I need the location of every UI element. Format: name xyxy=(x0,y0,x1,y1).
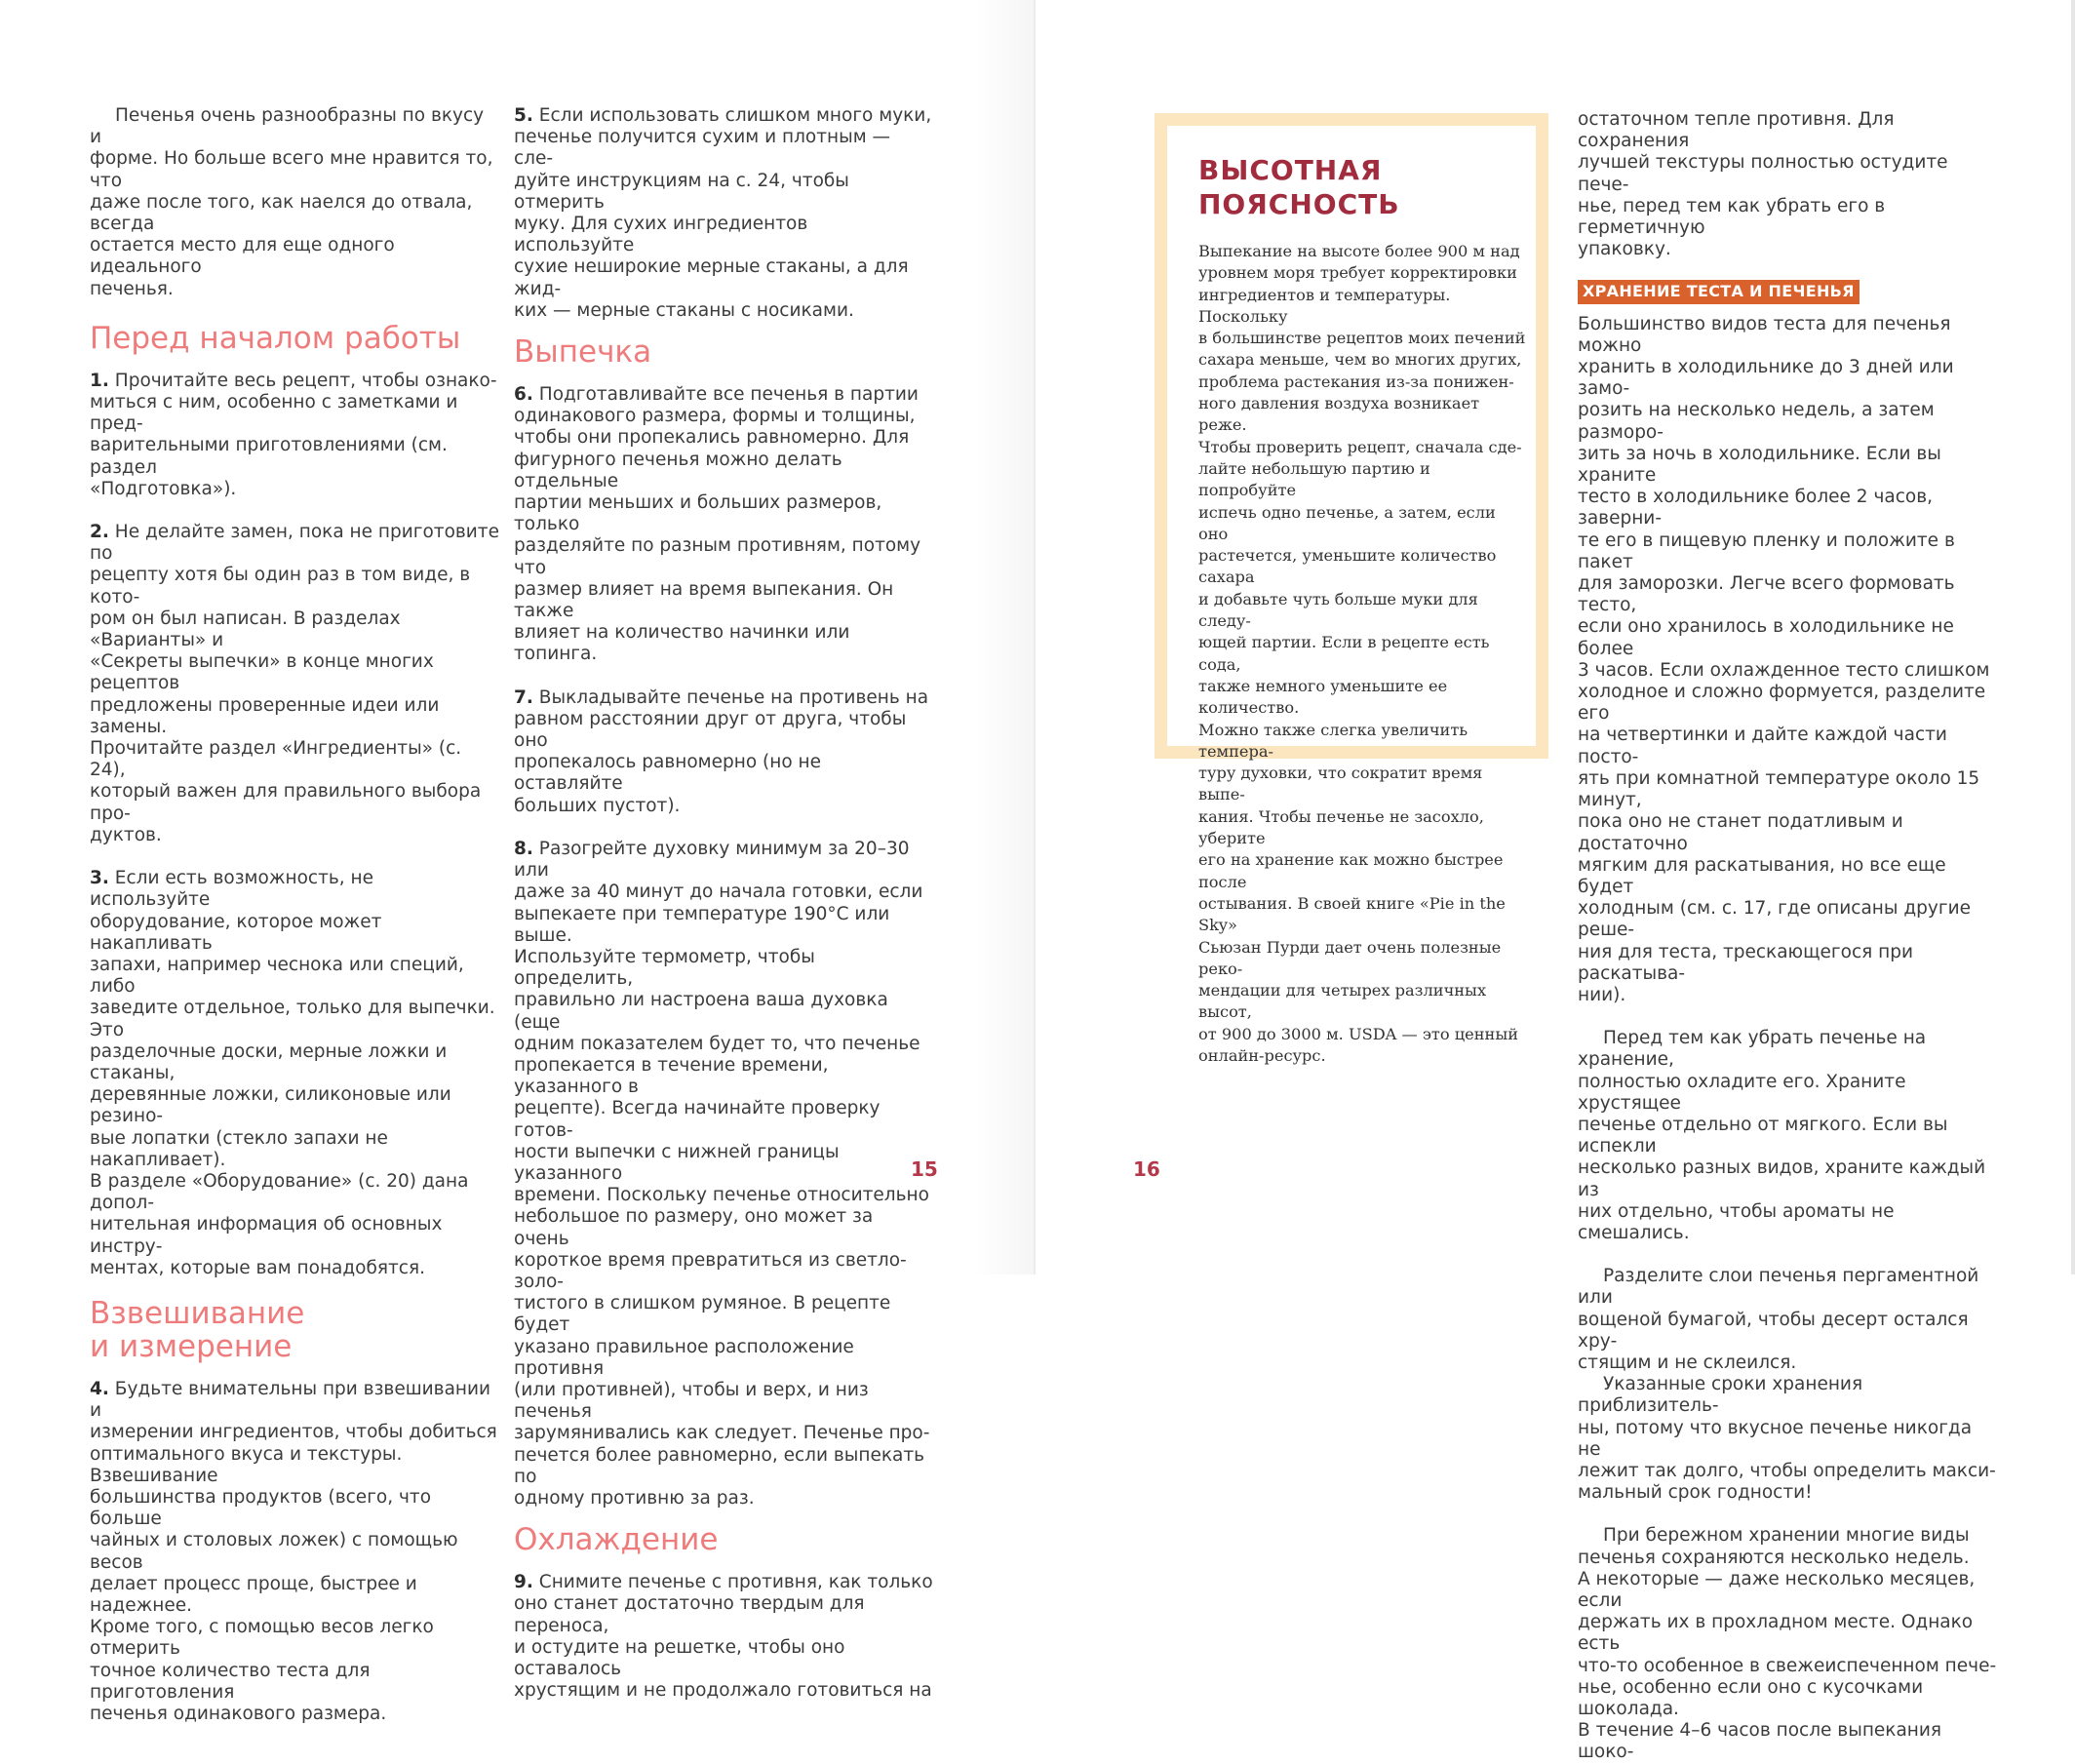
sidebar-title: ВЫСОТНАЯ ПОЯСНОСТЬ xyxy=(1198,154,1400,220)
spine-shadow xyxy=(975,0,1034,1274)
page-number-left: 15 xyxy=(911,1157,938,1181)
left-column-1 xyxy=(90,105,499,1746)
storage-paragraph-3: Разделите слои печенья пергаментной или вощеной бумагой, чтобы десерт остался хру- стящим и не склеился. xyxy=(1578,1266,1979,1373)
item-number: 5. xyxy=(514,105,533,126)
item-text: Подготавливайте все печенья в партии одинакового размера, формы и толщины, чтобы они пропекались равномерно. Для фигурного печенья можно делать отдельные партии меньших и больших размеров, только разделяйте по разным противням, потому что размер влияет на время выпекания. Он также влияет на количество начинки или топинга. xyxy=(514,384,921,665)
item-number: 2. xyxy=(90,522,109,543)
heading-baking: Выпечка xyxy=(514,334,652,371)
heading-cooling: Охлаждение xyxy=(514,1522,719,1558)
left-column-2 xyxy=(514,105,933,1702)
continuation-paragraph: остаточном тепле противня. Для сохранения лучшей текстуры полностью остудите пече- нье, перед тем как убрать его в герметичную упаковку. xyxy=(1578,109,1948,260)
page-edge xyxy=(2071,0,2075,1274)
list-item-1 xyxy=(90,371,499,500)
item-text: Будьте внимательны при взвешивании и измерении ингредиентов, чтобы добиться оптимального вкуса и текстуры. Взвешивание большинства продуктов (всего, что больше чайных и столовых ложек) с помощью весов делает процесс проще, быстрее и надежнее. Кроме того, с помощью весов легко отмерить точное количество теста для приготовления печенья одинакового размера. xyxy=(90,1378,497,1724)
item-number: 4. xyxy=(90,1378,109,1399)
heading-before-start: Перед началом работы xyxy=(90,320,461,356)
list-item-9 xyxy=(514,1572,933,1702)
item-text: Не делайте замен, пока не приготовите по рецепту хотя бы один раз в том виде, в кото- ром он был написан. В разделах «Варианты» и «Секреты выпечки» в конце многих рецептов предложены проверенные идеи или замены. Прочитайте раздел «Ингредиенты» (с. 24), который важен для правильного выбора про- дуктов. xyxy=(90,522,499,845)
list-item-5 xyxy=(514,105,933,322)
storage-tag: ХРАНЕНИЕ ТЕСТА И ПЕЧЕНЬЯ xyxy=(1578,280,1860,303)
item-number: 7. xyxy=(514,686,533,708)
item-text: Прочитайте весь рецепт, чтобы ознако- миться с ним, особенно с заметками и пред- варительными приготовлениями (см. раздел «Подготовка»). xyxy=(90,370,497,499)
left-page xyxy=(0,0,1034,1724)
item-text: Если есть возможность, не используйте оборудование, которое может накапливать запахи, например чеснока или специй, либо заведите отдельное, только для выпечки. Это разделочные доски, мерные ложки и стаканы, деревянные ложки, силиконовые или резино- вые лопатки (стекло запахи не накапливает). В разделе «Оборудование» (с. 20) дана допол- нительная информация об основных инстру- ментах, которые вам понадобятся. xyxy=(90,868,495,1278)
item-number: 1. xyxy=(90,370,109,391)
list-item-8 xyxy=(514,839,933,1509)
storage-heading-wrap xyxy=(1578,278,1997,313)
item-number: 3. xyxy=(90,868,109,889)
item-text: Выкладывайте печенье на противень на равном расстоянии друг от друга, чтобы оно пропекалось равномерно (но не оставляйте больших пустот). xyxy=(514,686,929,816)
storage-paragraph-2: Перед тем как убрать печенье на хранение, полностью охладите его. Храните хрустящее печенье отдельно от мягкого. Если вы испекли несколько разных видов, храните каждый из них отдельно, чтобы ароматы не смешались. xyxy=(1578,1028,1986,1243)
storage-paragraph-5: При бережном хранении многие виды печенья сохраняются несколько недель. А некоторые — даже несколько месяцев, если держать их в прохладном месте. Однако есть что-то особенное в свежеиспеченном пече- нье, особенно если оно с кусочками шоколада. В течение 4–6 часов после выпекания шоко- xyxy=(1578,1525,1997,1763)
item-number: 8. xyxy=(514,838,533,859)
altitude-sidebar xyxy=(1155,113,1548,1065)
item-number: 6. xyxy=(514,384,533,406)
list-item-2 xyxy=(90,522,499,846)
item-text: Если использовать слишком много муки, печенье получится сухим и плотным — сле- дуйте инструкциям на с. 24, чтобы отмерить муку. Для сухих ингредиентов используйте сухие неширокие мерные стаканы, а для жид- ких — мерные стаканы с носиками. xyxy=(514,105,932,321)
list-item-6 xyxy=(514,384,933,666)
list-item-7 xyxy=(514,687,933,817)
list-item-4 xyxy=(90,1379,499,1725)
storage-paragraph-4: Указанные сроки хранения приблизитель- ны, потому что вкусное печенье никогда не лежит так долго, чтобы определить макси- мальный срок годности! xyxy=(1578,1374,1996,1504)
list-item-3 xyxy=(90,868,499,1279)
right-column xyxy=(1578,109,1997,1764)
heading-weighing: Взвешивание и измерение xyxy=(90,1295,305,1364)
sidebar-body: Выпекание на высоте более 900 м над уровнем моря требует корректировки ингредиентов и температуры. Поскольку в большинстве рецептов моих печений сахара меньше, чем во многих других, проблема растекания из-за понижен- ного давления воздуха возникает реже. Чтобы проверить рецепт, сначала сде- лайте небольшую партию и попробуйте испечь одно печенье, а затем, если оно растечется, уменьшите количество сахара и добавьте чуть больше муки для следу- ющей партии. Если в рецепте есть сода, также немного уменьшите ее количество. Можно также слегка увеличить темпера- туру духовки, что сократит время выпе- кания. Чтобы печенье не засохло, уберите его на хранение как можно быстрее после остывания. В своей книге «Pie in the Sky» Сьюзан Пурди дает очень полезные реко- мендации для четырех различных высот, от 900 до 3000 м. USDA — это ценный онлайн-ресурс. xyxy=(1198,242,1526,1065)
page-number-right: 16 xyxy=(1133,1157,1160,1181)
intro-paragraph: Печенья очень разнообразны по вкусу и форме. Но больше всего мне нравится то, что даже после того, как наелся до отвала, всегда остается место для еще одного идеального печенья. xyxy=(90,105,493,299)
item-text: Разогрейте духовку минимум за 20–30 или даже за 40 минут до начала готовки, если выпекаете при температуре 190°С или выше. Используйте термометр, чтобы определить, правильно ли настроена ваша духовка (еще одним показателем будет то, что печенье пропекается в течение времени, указанного в рецепте). Всегда начинайте проверку готов- ности выпечки с нижней границы указанного времени. Поскольку печенье относительно небольшое по размеру, оно может за очень короткое время превратиться из светло-золо- тистого в слишком румяное. В рецепте будет указано правильное расположение противня (или противней), чтобы и верх, и низ печенья зарумянивались как следует. Печенье про- печется более равномерно, если выпекать по одному противню за раз. xyxy=(514,838,930,1509)
storage-paragraph-1: Большинство видов теста для печенья можно хранить в холодильнике до 3 дней или замо- розить на несколько недель, а затем разморо- зить за ночь в холодильнике. Если вы храните тесто в холодильнике более 2 часов, заверни- те его в пищевую пленку и положите в пакет для заморозки. Легче всего формовать тесто, если оно хранилось в холодильнике не более 3 часов. Если охлажденное тесто слишком холодное и сложно формуется, разделите его на четвертинки и дайте каждой части посто- ять при комнатной температуре около 15 минут, пока оно не станет податливым и достаточно мягким для раскатывания, но все еще будет холодным (см. с. 17, где описаны другие реше- ния для теста, трескающегося при раскатыва- нии). xyxy=(1578,313,1990,1005)
item-text: Снимите печенье с противня, как только оно станет достаточно твердым для переноса, и остудите на решетке, чтобы оно оставалось хрустящим и не продолжало готовиться на xyxy=(514,1572,933,1702)
item-number: 9. xyxy=(514,1572,533,1593)
